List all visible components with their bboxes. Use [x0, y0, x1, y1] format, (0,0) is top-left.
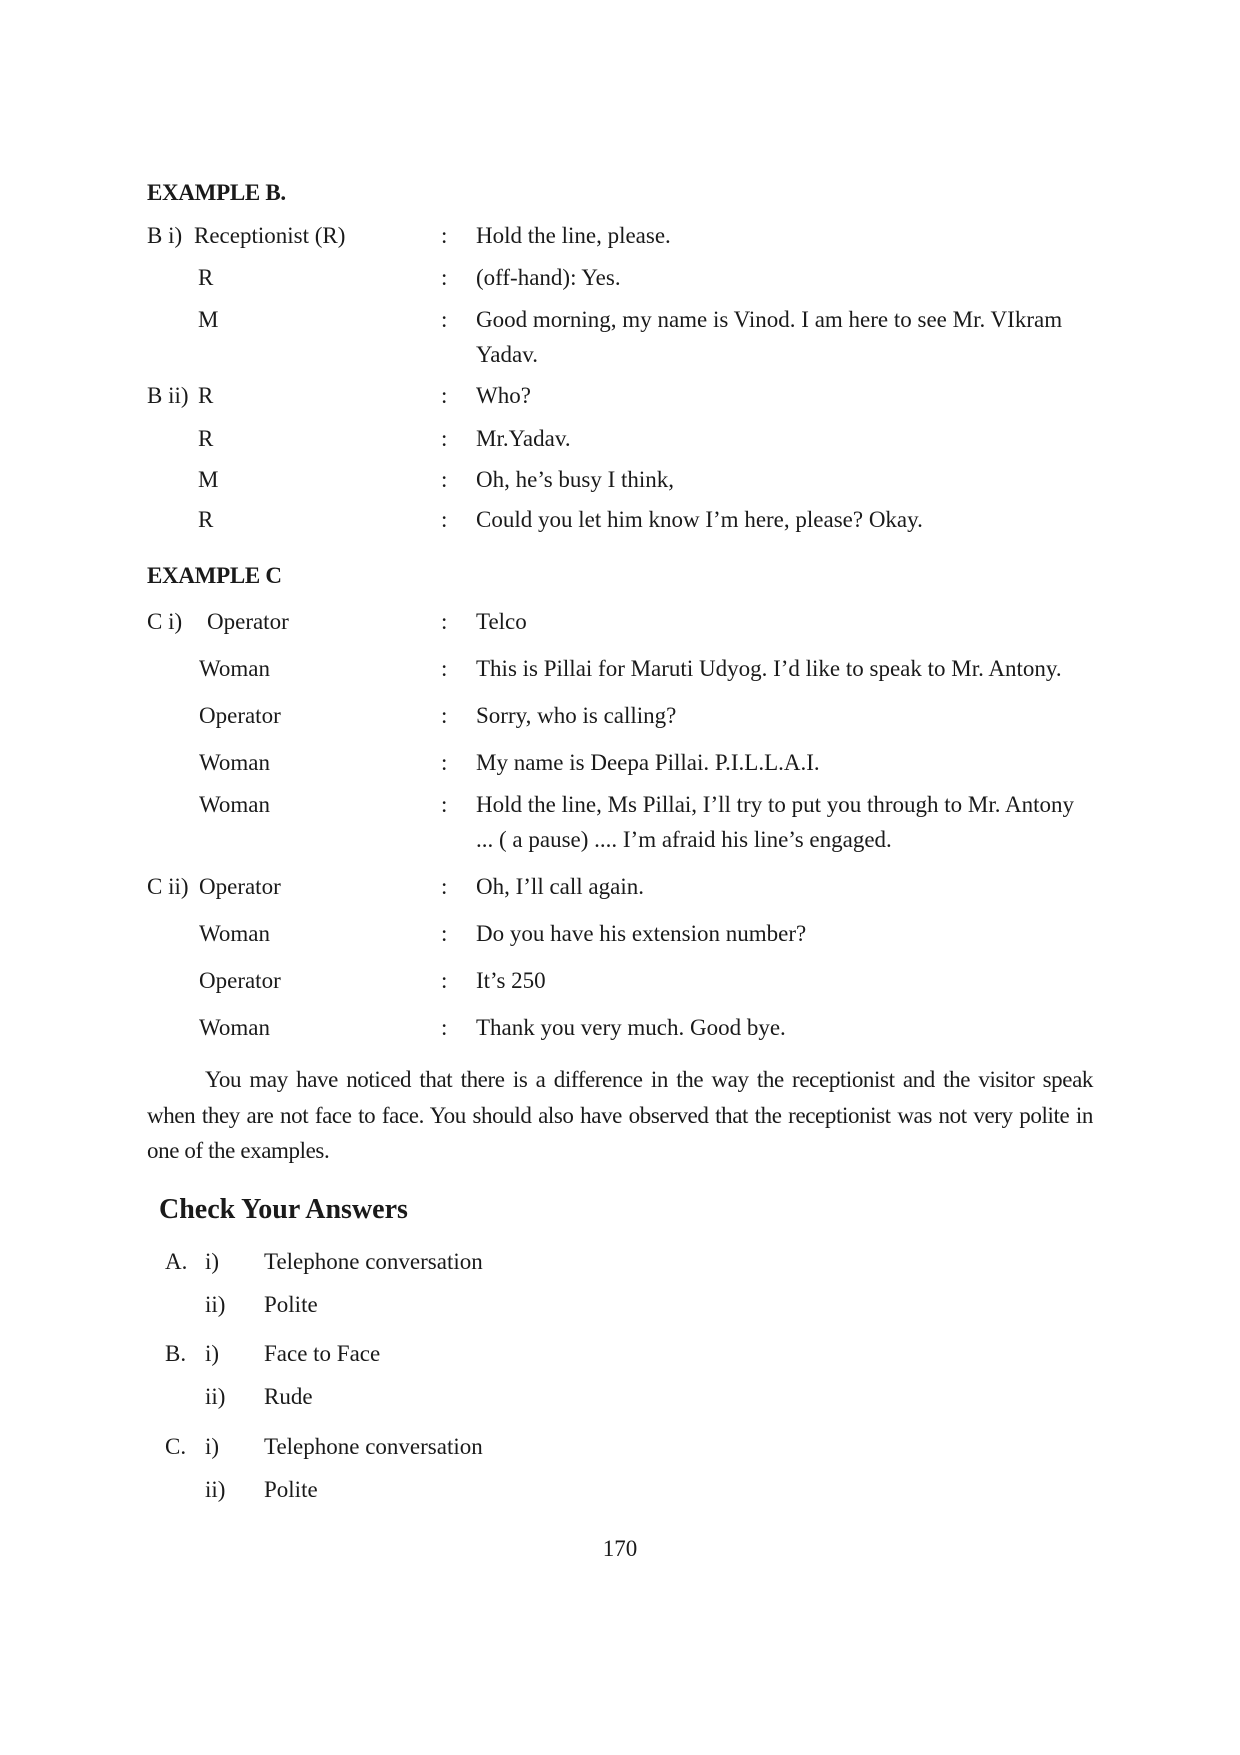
- dialogue-speaker: R: [198, 383, 214, 408]
- dialogue-text: Mr.Yadav.: [476, 426, 571, 451]
- dialogue-speaker: R: [198, 507, 214, 532]
- dialogue-colon: :: [441, 467, 448, 492]
- check-answers-title: Check Your Answers: [159, 1194, 408, 1225]
- dialogue-text: Hold the line, please.: [476, 223, 671, 248]
- dialogue-speaker: Woman: [199, 656, 270, 681]
- dialogue-speaker: Woman: [199, 792, 270, 817]
- dialogue-speaker: Woman: [199, 1015, 270, 1040]
- dialogue-colon: :: [441, 307, 448, 332]
- dialogue-colon: :: [441, 968, 448, 993]
- dialogue-colon: :: [441, 1015, 448, 1040]
- answer-text: Telephone conversation: [264, 1249, 483, 1274]
- answer-letter: A.: [165, 1249, 188, 1274]
- answer-roman: ii): [205, 1292, 226, 1317]
- dialogue-prefix: B i): [147, 223, 183, 248]
- dialogue-speaker: Operator: [199, 703, 281, 728]
- dialogue-colon: :: [441, 223, 448, 248]
- dialogue-colon: :: [441, 507, 448, 532]
- answer-text: Polite: [264, 1477, 318, 1502]
- dialogue-text: Could you let him know I’m here, please? Okay.: [476, 507, 923, 532]
- dialogue-colon: :: [441, 703, 448, 728]
- answer-letter: B.: [165, 1341, 187, 1366]
- dialogue-text: My name is Deepa Pillai. P.I.L.L.A.I.: [476, 750, 820, 775]
- dialogue-text: It’s 250: [476, 968, 546, 993]
- answer-roman: ii): [205, 1384, 226, 1409]
- dialogue-speaker: Woman: [199, 750, 270, 775]
- dialogue-text: Oh, I’ll call again.: [476, 874, 644, 899]
- dialogue-colon: :: [441, 609, 448, 634]
- dialogue-text: Thank you very much. Good bye.: [476, 1015, 786, 1040]
- dialogue-prefix: B ii): [147, 383, 189, 408]
- dialogue-prefix: C ii): [147, 874, 189, 899]
- dialogue-colon: :: [441, 265, 448, 290]
- dialogue-colon: :: [441, 792, 448, 817]
- observation-paragraph: You may have noticed that there is a difference in the way the receptionist and the visitor speak when they are not face to face. You should also have observed that the receptionist was not very polite in one of the examples.: [147, 1067, 1093, 1163]
- dialogue-colon: :: [441, 426, 448, 451]
- dialogue-colon: :: [441, 874, 448, 899]
- dialogue-text: Who?: [476, 383, 531, 408]
- dialogue-speaker: Operator: [199, 874, 281, 899]
- answer-roman: i): [205, 1434, 220, 1459]
- dialogue-text: Do you have his extension number?: [476, 921, 807, 946]
- dialogue-speaker: R: [198, 426, 214, 451]
- dialogue-speaker: Woman: [199, 921, 270, 946]
- dialogue-speaker: Receptionist (R): [194, 223, 346, 248]
- dialogue-colon: :: [441, 921, 448, 946]
- answer-text: Face to Face: [264, 1341, 381, 1366]
- page-number: 170: [602, 1536, 638, 1561]
- dialogue-text: Sorry, who is calling?: [476, 703, 677, 728]
- answer-roman: ii): [205, 1477, 226, 1502]
- dialogue-text: (off-hand): Yes.: [476, 265, 621, 290]
- answer-letter: C.: [165, 1434, 187, 1459]
- dialogue-text: Hold the line, Ms Pillai, I’ll try to put you through to Mr. Antony ... ( a pause) .... I’m afraid his line’s engaged.: [476, 792, 1074, 852]
- dialogue-text: Oh, he’s busy I think,: [476, 467, 675, 492]
- dialogue-speaker: M: [198, 307, 219, 332]
- dialogue-speaker: M: [198, 467, 219, 492]
- answer-text: Rude: [264, 1384, 313, 1409]
- answer-text: Telephone conversation: [264, 1434, 483, 1459]
- dialogue-text: Telco: [476, 609, 527, 634]
- dialogue-text: This is Pillai for Maruti Udyog. I’d like to speak to Mr. Antony.: [476, 656, 1062, 681]
- dialogue-colon: :: [441, 656, 448, 681]
- answer-roman: i): [205, 1249, 220, 1274]
- dialogue-text: Good morning, my name is Vinod. I am here to see Mr. VIkram Yadav.: [476, 307, 1063, 367]
- example-b-heading: EXAMPLE B.: [147, 180, 286, 205]
- dialogue-colon: :: [441, 383, 448, 408]
- example-c-heading: EXAMPLE C: [147, 563, 282, 588]
- dialogue-speaker: R: [198, 265, 214, 290]
- dialogue-colon: :: [441, 750, 448, 775]
- answer-text: Polite: [264, 1292, 318, 1317]
- dialogue-speaker: Operator: [199, 968, 281, 993]
- dialogue-speaker: Operator: [207, 609, 289, 634]
- dialogue-prefix: C i): [147, 609, 183, 634]
- answer-roman: i): [205, 1341, 220, 1366]
